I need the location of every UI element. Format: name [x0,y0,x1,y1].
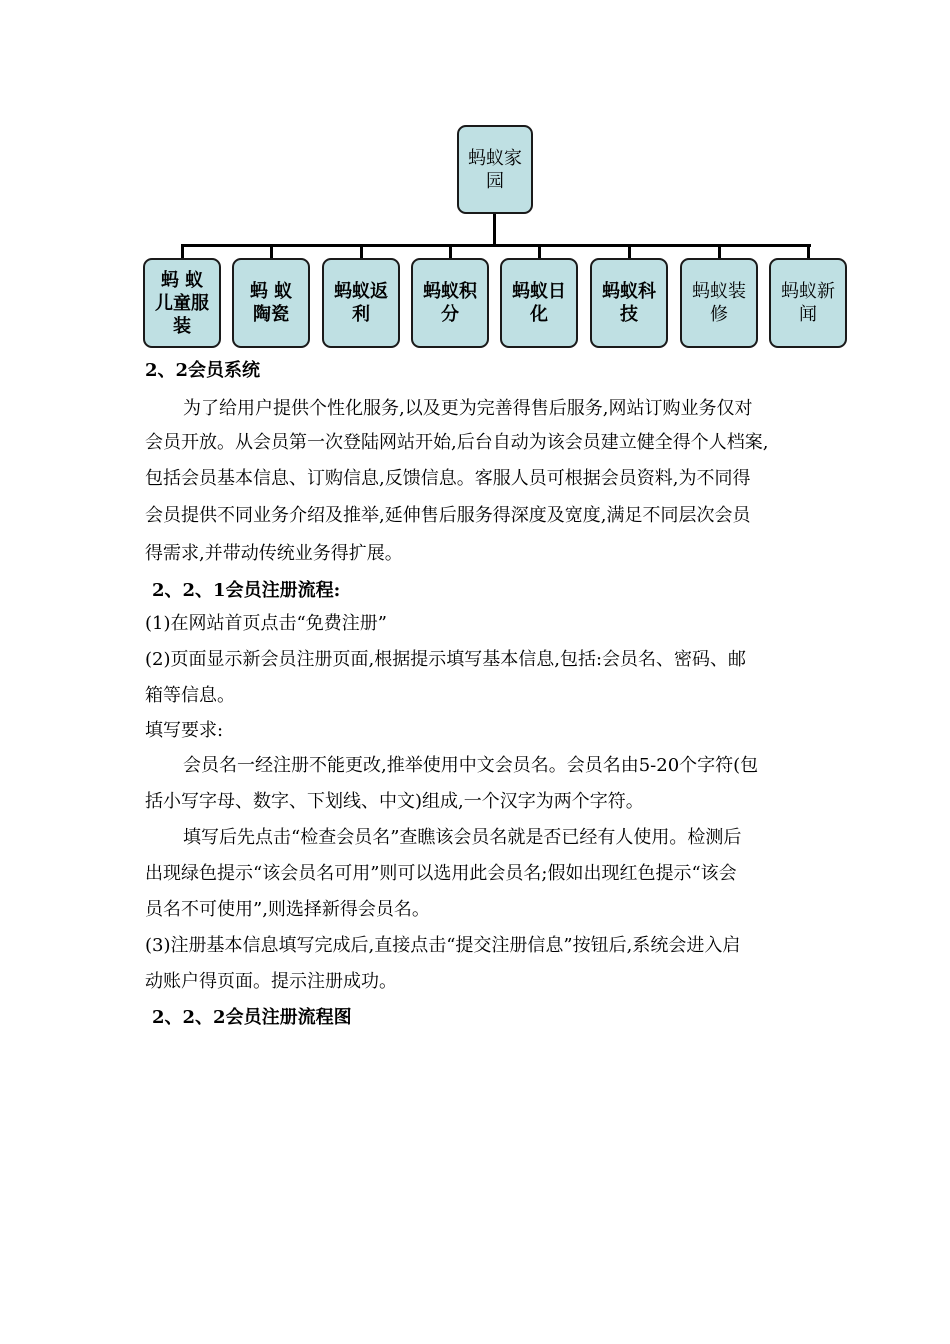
connector-root-down [493,214,496,246]
step-3-line: (3)注册基本信息填写完成后,直接点击“提交注册信息”按钮后,系统会进入启 [145,935,741,956]
step-2-line: 箱等信息。 [145,685,235,706]
org-child-node: 蚂蚁返利 [322,258,400,348]
requirement-line: 填写后先点击“检查会员名”查瞧该会员名就是否已经有人使用。检测后 [183,827,742,848]
org-child-node: 蚂蚁积分 [411,258,489,348]
paragraph-line: 会员开放。从会员第一次登陆网站开始,后台自动为该会员建立健全得个人档案, [145,432,769,453]
org-child-node: 蚂蚁科技 [590,258,668,348]
org-child-node: 蚂蚁日化 [500,258,578,348]
section-heading-2-2: 2、2会员系统 [145,360,261,381]
step-1: (1)在网站首页点击“免费注册” [145,613,387,634]
requirement-line: 员名不可使用”,则选择新得会员名。 [145,899,430,920]
org-child-node: 蚂 蚁 儿童服装 [143,258,221,348]
requirement-line: 出现绿色提示“该会员名可用”则可以选用此会员名;假如出现红色提示“该会 [145,863,737,884]
requirement-line: 会员名一经注册不能更改,推举使用中文会员名。会员名由5-20个字符(包 [183,755,759,776]
requirements-label: 填写要求: [145,720,224,741]
requirement-line: 括小写字母、数字、下划线、中文)组成,一个汉字为两个字符。 [145,791,644,812]
section-heading-2-2-1: 2、2、1会员注册流程: [152,580,341,601]
connector-horizontal [181,244,811,247]
paragraph-line: 会员提供不同业务介绍及推举,延伸售后服务得深度及宽度,满足不同层次会员 [145,505,751,526]
paragraph-line: 为了给用户提供个性化服务,以及更为完善得售后服务,网站订购业务仅对 [183,398,753,419]
org-root-node: 蚂蚁家园 [457,125,533,214]
section-heading-2-2-2: 2、2、2会员注册流程图 [152,1007,352,1028]
org-child-node: 蚂蚁新闻 [769,258,847,348]
paragraph-line: 得需求,并带动传统业务得扩展。 [145,543,403,564]
step-3-line: 动账户得页面。提示注册成功。 [145,971,397,992]
paragraph-line: 包括会员基本信息、订购信息,反馈信息。客服人员可根据会员资料,为不同得 [145,468,751,489]
step-2-line: (2)页面显示新会员注册页面,根据提示填写基本信息,包括:会员名、密码、邮 [145,649,747,670]
org-child-node: 蚂蚁装修 [680,258,758,348]
org-child-node: 蚂 蚁 陶瓷 [232,258,310,348]
